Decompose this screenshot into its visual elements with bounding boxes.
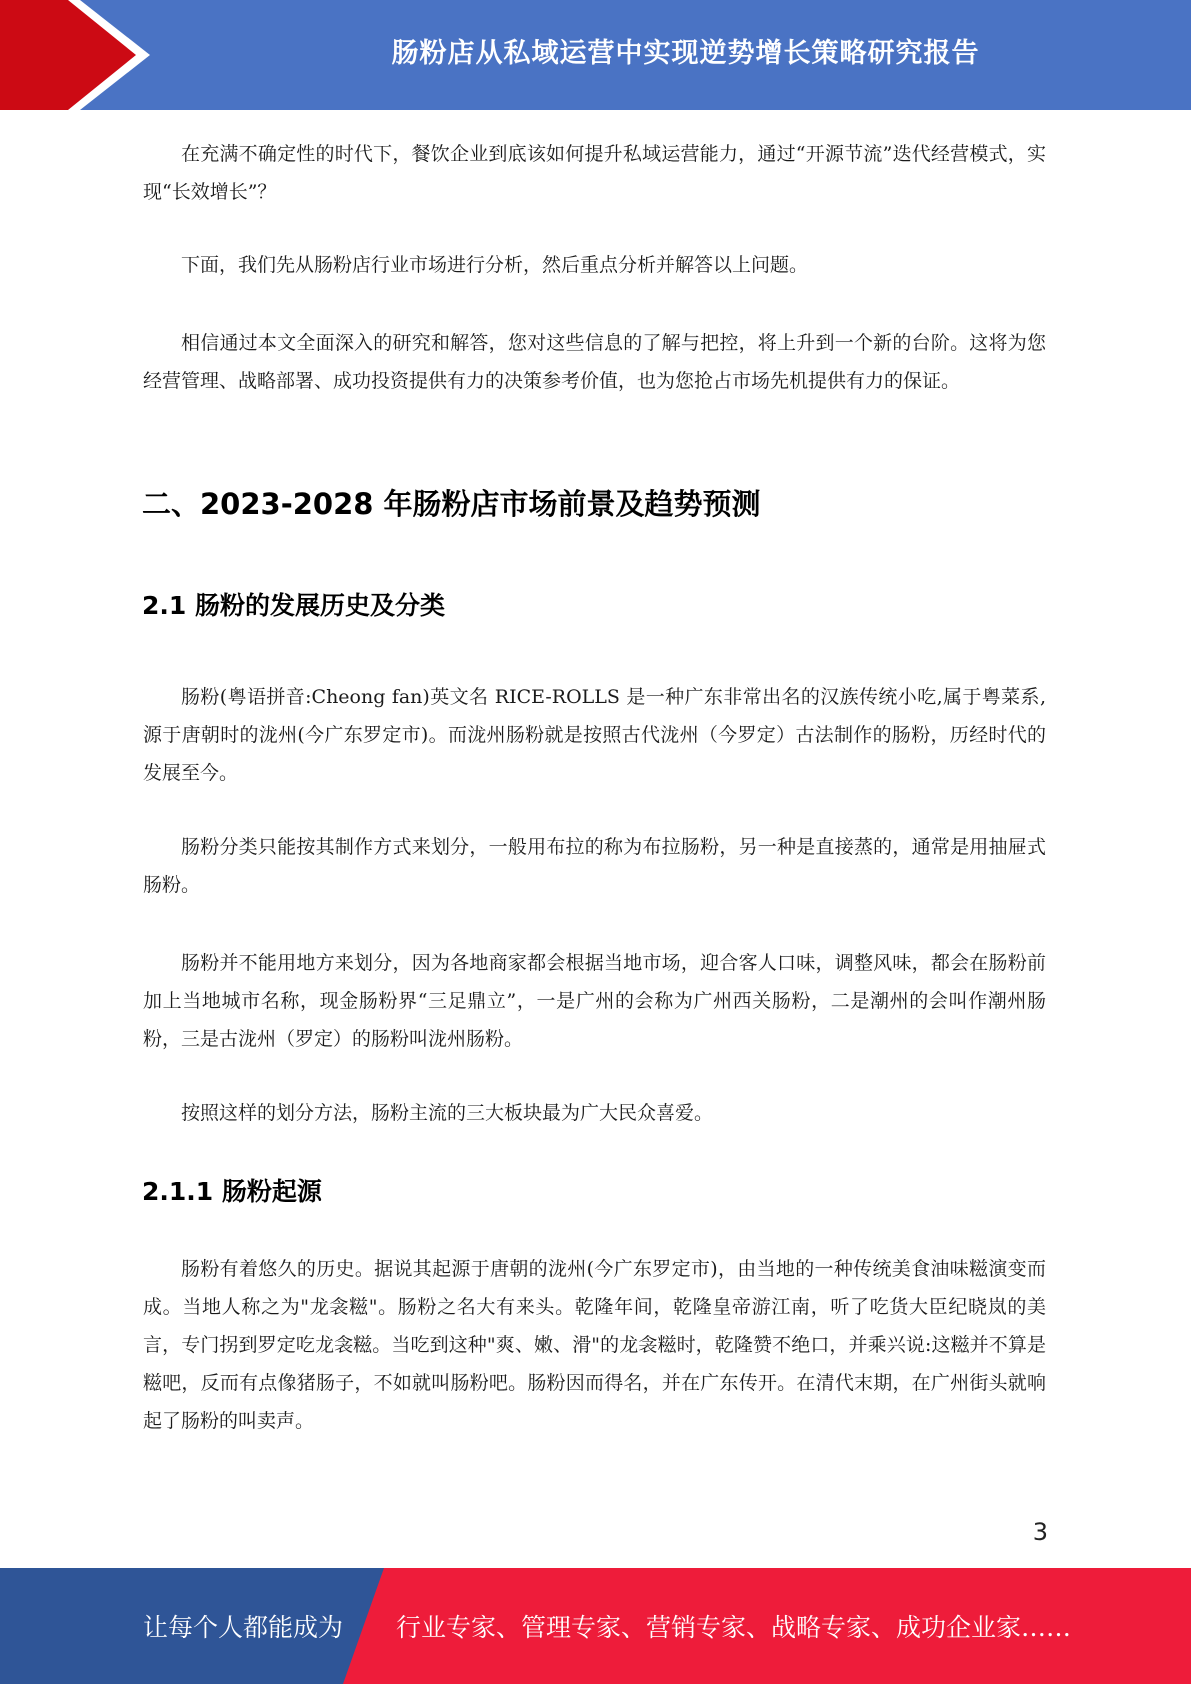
paragraph-regional-variants: 肠粉并不能用地方来划分，因为各地商家都会根据当地市场，迎合客人口味，调整风味，都会在肠粉前加上当地城市名称，现金肠粉界“三足鼎立”，一是广州的会称为广州西关肠粉，二是潮州的会叫作潮州肠粉，三是古泷州（罗定）的肠粉叫泷州肠粉。: [143, 952, 1046, 1050]
paragraph-three-main-types: 按照这样的划分方法，肠粉主流的三大板块最为广大民众喜爱。: [181, 1102, 714, 1124]
section-heading-2: 二、2023-2028 年肠粉店市场前景及趋势预测: [142, 487, 761, 521]
section-heading-2-1-1: 2.1.1 肠粉起源: [142, 1177, 322, 1206]
paragraph-intro-value: 相信通过本文全面深入的研究和解答，您对这些信息的了解与把控，将上升到一个新的台阶。这将为您经营管理、战略部署、成功投资提供有力的决策参考价值，也为您抢占市场先机提供有力的保证。: [143, 332, 1046, 392]
header-title: 肠粉店从私域运营中实现逆势增长策略研究报告: [391, 37, 980, 69]
paragraph-rice-rolls-definition: 肠粉(粤语拼音:Cheong fan)英文名 RICE-ROLLS 是一种广东非常出名的汉族传统小吃,属于粤菜系,源于唐朝时的泷州(今广东罗定市)。而泷州肠粉就是按照古代泷州（今罗定）古法制作的肠粉，历经时代的发展至今。: [143, 686, 1046, 784]
footer-slogan-left: 让每个人都能成为: [143, 1613, 344, 1642]
paragraph-intro-question: 在充满不确定性的时代下，餐饮企业到底该如何提升私域运营能力，通过“开源节流”迭代经营模式，实现“长效增长”？: [143, 143, 1046, 203]
page-header: [0, 0, 1191, 110]
paragraph-intro-plan: 下面，我们先从肠粉店行业市场进行分析，然后重点分析并解答以上问题。: [181, 254, 809, 276]
paragraph-origin-story: 肠粉有着悠久的历史。据说其起源于唐朝的泷州(今广东罗定市)，由当地的一种传统美食油味糍演变而成。当地人称之为"龙衾糍"。肠粉之名大有来头。乾隆年间，乾隆皇帝游江南，听了吃货大臣纪晓岚的美言，专门拐到罗定吃龙衾糍。当吃到这种"爽、嫩、滑"的龙衾糍时，乾隆赞不绝口，并乘兴说:这糍并不算是糍吧，反而有点像猪肠子，不如就叫肠粉吧。肠粉因而得名，并在广东传开。在清代末期，在广州街头就响起了肠粉的叫卖声。: [143, 1258, 1046, 1432]
page-footer: [0, 1568, 1191, 1684]
footer-slogan-right: 行业专家、管理专家、营销专家、战略专家、成功企业家……: [396, 1613, 1072, 1642]
paragraph-classification-method: 肠粉分类只能按其制作方式来划分，一般用布拉的称为布拉肠粉，另一种是直接蒸的，通常是用抽屉式肠粉。: [143, 836, 1046, 896]
section-heading-2-1: 2.1 肠粉的发展历史及分类: [142, 591, 445, 620]
page-number: 3: [1032, 1518, 1048, 1546]
